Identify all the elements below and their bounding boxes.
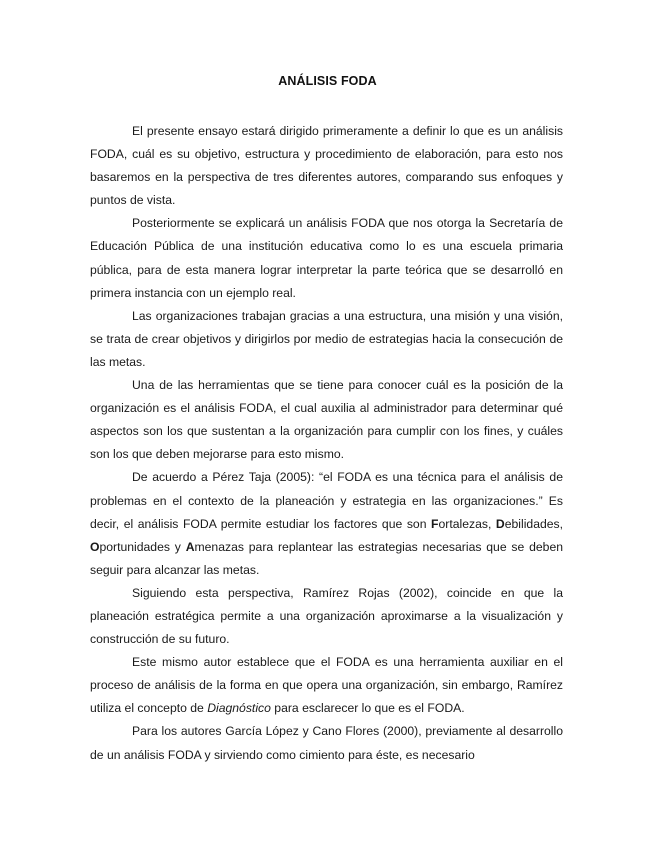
foda-letter-a: A — [185, 539, 195, 554]
foda-letter-f: F — [431, 516, 439, 531]
paragraph-7 — [90, 651, 563, 720]
document-title: ANÁLISIS FODA — [278, 74, 377, 88]
foda-letter-o: O — [90, 539, 100, 554]
foda-word-debilidades: ebilidades, — [504, 516, 564, 531]
foda-word-fortalezas: ortalezas, — [438, 516, 496, 531]
paragraph-1: El presente ensayo estará dirigido primeramente a definir lo que es un análisis FODA, cuál es su objetivo, estructura y procedimiento de elaboración, para esto nos basaremos en la perspectiva de tres diferentes autores, comparando sus enfoques y puntos de vista. — [90, 124, 563, 208]
paragraph-3: Las organizaciones trabajan gracias a una estructura, una misión y una visión, se trata de crear objetivos y dirigirlos por medio de estrategias hacia la consecución de las metas. — [90, 308, 563, 369]
paragraph-5-text: De acuerdo a Pérez Taja (2005): “el FODA es una técnica para el análisis de problemas en el contexto de la planeación y estrategia en las organizaciones.” Es decir, el análisis FODA permite estudiar los factores que son — [90, 470, 563, 531]
paragraph-8: Para los autores García López y Cano Flores (2000), previamente al desarrollo de un análisis FODA y sirviendo como cimiento para éste, es necesario — [90, 724, 563, 762]
paragraph-5 — [90, 466, 563, 581]
foda-word-amenazas: menazas para replantear las estrategias necesarias que se deben seguir para alcanzar las metas. — [90, 539, 563, 577]
paragraph-4: Una de las herramientas que se tiene para conocer cuál es la posición de la organización es el análisis FODA, el cual auxilia al administrador para determinar qué aspectos son los que sustentan a la organización para cumplir con los fines, y cuáles son los que deben mejorarse para esto mismo. — [90, 378, 563, 462]
paragraph-7-ending: para esclarecer lo que es el FODA. — [270, 701, 465, 716]
foda-letter-d: D — [495, 516, 505, 531]
paragraph-7-text: Este mismo autor establece que el FODA es una herramienta auxiliar en el proceso de análisis de la forma en que opera una organización, sin embargo, Ramírez utiliza el concepto de — [90, 655, 563, 716]
italic-term-diagnostico: Diagnóstico — [207, 701, 271, 716]
paragraph-6: Siguiendo esta perspectiva, Ramírez Rojas (2002), coincide en que la planeación estratégica permite a una organización aproximarse a la visualización y construcción de su futuro. — [90, 585, 563, 647]
document-body — [90, 120, 563, 767]
paragraph-2: Posteriormente se explicará un análisis FODA que nos otorga la Secretaría de Educación Pública de una institución educativa como lo es una escuela primaria pública, para de esta manera lograr interpretar la parte teórica que se desarrolló en primera instancia con un ejemplo real. — [90, 216, 563, 300]
foda-word-oportunidades: portunidades y — [99, 539, 186, 554]
